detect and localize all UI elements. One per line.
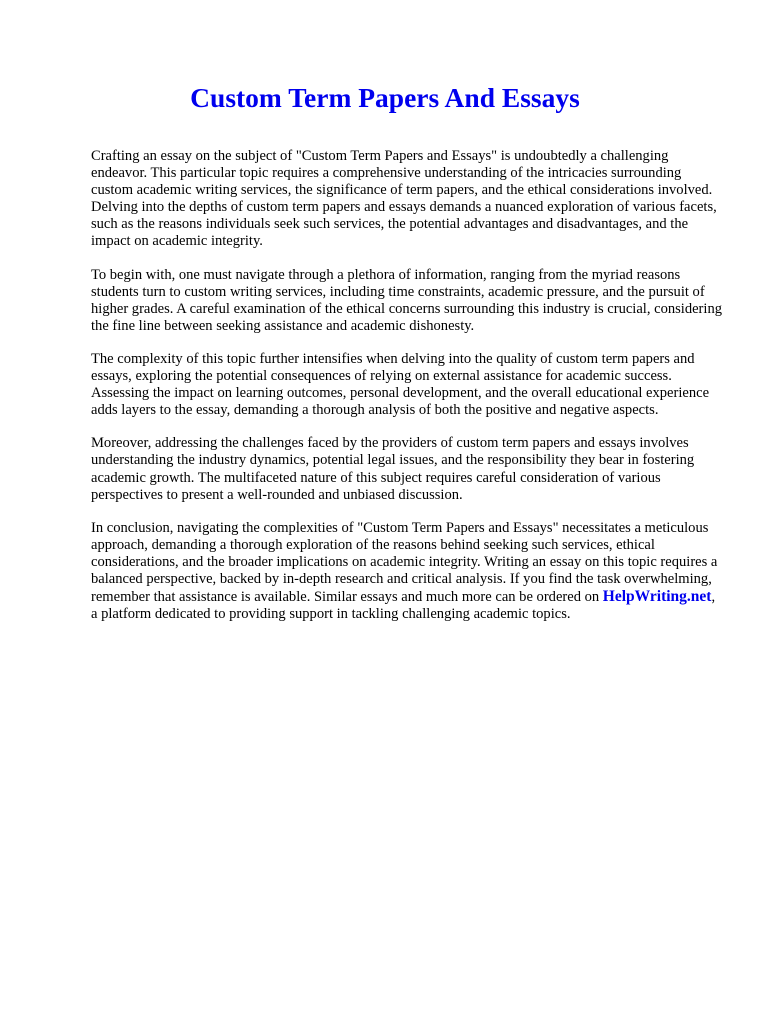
- document-title: Custom Term Papers And Essays: [190, 82, 580, 113]
- paragraph-4: Moreover, addressing the challenges faced by the providers of custom term papers and essays involves understanding the industry dynamics, potential legal issues, and the responsibility they bear in fostering academic growth. The multifaceted nature of this subject requires careful consideration of various perspectives to present a well-rounded and unbiased discussion.: [91, 435, 695, 503]
- paragraph-3: The complexity of this topic further intensifies when delving into the quality of custom term papers and essays, exploring the potential consequences of relying on external assistance for academic success. Assessing the impact on learning outcomes, personal development, and the overall educational experience adds layers to the essay, demanding a thorough analysis of both the positive and negative aspects.: [91, 350, 710, 419]
- paragraph-1: Crafting an essay on the subject of "Custom Term Papers and Essays" is undoubtedly a challenging endeavor. This particular topic requires a comprehensive understanding of the intricacies surrounding custom academic writing services, the significance of term papers, and the ethical considerations involved. Delving into the depths of custom term papers and essays demands a nuanced exploration of various facets, such as the reasons individuals seek such services, the potential advantages and disadvantages, and the impact on academic integrity.: [91, 148, 717, 250]
- conclusion-text-before-link: In conclusion, navigating the complexities of "Custom Term Papers and Essays" necessitates a meticulous approach, demanding a thorough exploration of the reasons behind seeking such services, ethical considerations, and the broader implications on academic integrity. Writing an essay on this topic requires a balanced perspective, backed by in-depth research and critical analysis. If you find the task overwhelming, remember that assistance is available. Similar essays and much more can be ordered on: [91, 519, 718, 606]
- helpwriting-link[interactable]: HelpWriting.net: [602, 588, 712, 606]
- conclusion-paragraph: [91, 520, 724, 624]
- conclusion-text-after-link: , a platform dedicated to providing support in tackling challenging academic topics.: [91, 589, 716, 623]
- paragraph-2: To begin with, one must navigate through a plethora of information, ranging from the myriad reasons students turn to custom writing services, including time constraints, academic pressure, and the pursuit of higher grades. A careful examination of the ethical concerns surrounding this industry is crucial, considering the fine line between seeking assistance and academic dishonesty.: [91, 266, 722, 334]
